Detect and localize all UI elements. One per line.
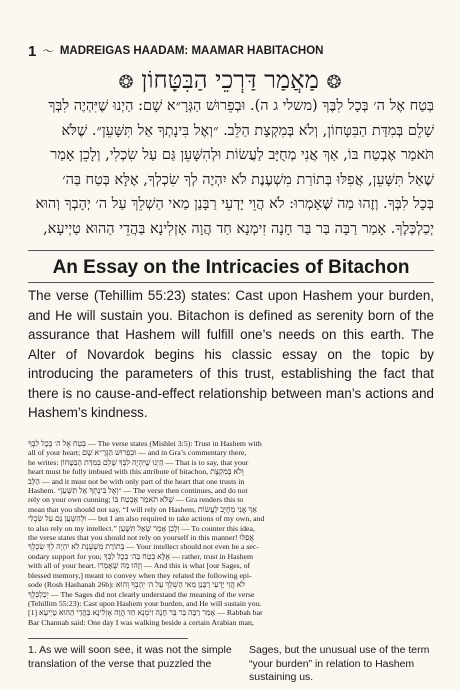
hebrew-line: יְכַלְכְּלֶךָ. אָמַר רַבָּה בַּר בַּר חָנָה זִימְנָא חַד הֲוָה אָזְלִינָא בַּהֲדֵי הַהוּא טַיְיעָא, — [43, 220, 434, 237]
footnote-rule — [28, 638, 188, 639]
body-line: ondary support for you; אֶלָּא בְּטַח בַּה׳ בְּכָל לִבְּךָ — rather, trust in Hashem — [28, 551, 254, 561]
body-line: (Tehillim 55:23): Cast upon Hashem your burden, and He will sustain you. — [28, 598, 262, 608]
body-line: יְכַלְכְּלֶךָ — The Sages did not clearly understand the meaning of the verse — [28, 589, 255, 599]
hebrew-line: בְּכָל לִבְּךָ. וְזֶהוּ מַה שֶּׁאָמְרוּ: לֹא הֲוֵי יָדְעֵי רַבָּנַן מַאי הַשְׁלֵךְ עַל ה׳ יְהָבְךָ וְהוּא — [35, 196, 434, 212]
body-line: blessed memory,] meant to convey when they related the following epi- — [28, 570, 252, 580]
body-line: heart must be fully imbued with this attribute of bitachon, וְלֹא בְּמִקְצָת — [28, 467, 244, 477]
body-line: he writes: הַיְנוּ שֶׁיִּהְיֶה לִבְּךָ שָׁלֵם בְּמִדַּת הַבִּטָּחוֹן — That is to say, that your — [28, 457, 249, 467]
running-title: MADREIGAS HAADAM: MAAMAR HABITACHON — [59, 45, 324, 57]
body-line: Hashem. ״וְאֶל בִּינָתְךָ אַל תִּשָּׁעֵן״ — The verse then continues, and do not — [28, 486, 248, 496]
body-line: הַלֵּב — and it must not be with only part of the heart that one trusts in — [28, 476, 245, 486]
title-rule-bottom — [28, 282, 434, 283]
english-title: An Essay on the Intricacies of Bitachon — [52, 257, 410, 278]
hebrew-line: שֶׁאַל תִּשָּׁעֵן, אֲפִלּוּ בְּתוֹרַת מִשְׁעֶנֶת לֹא יִהְיֶה לְךָ שִׂכְלְךָ, אֶלָּא בְּטַח בַּה׳ — [62, 171, 434, 188]
header-ornament: 〜 — [42, 46, 54, 58]
hebrew-text-block — [28, 94, 434, 241]
translation-body — [28, 439, 434, 627]
title-ornament-left: ❂ — [118, 72, 134, 93]
hebrew-title — [0, 66, 460, 95]
footnote-col-1: 1. As we will soon see, it was not the simple translation of the verse that puzzled the — [28, 644, 232, 670]
intro-paragraph: The verse (Tehillim 55:23) states: Cast upon Hashem your burden, and He will sustain you. Bitachon is defined as serenity born of the assurance that Hashem will fulfill one’s needs on this earth. The Alter of Novardok begins his classic essay on the topic by introducing the parameters of this trust, establishing the fact that there is no cause-and-effect relationship between man’s actions and Hashem’s kindness. — [28, 288, 434, 420]
body-line: rely on your own cunning; שֶׁלֹּא תֹאמַר אֶבְטַח בּוֹ — Gra renders this to — [28, 495, 244, 505]
title-rule-top — [28, 250, 434, 251]
body-line: with all of your heart. וְזֶהוּ מַה שֶּׁאָמְרוּ — And this is what [our Sages, of — [28, 561, 251, 571]
running-header — [28, 42, 434, 60]
body-line: all of your heart; וּבְפֵרוּשׁ הַגְּרָ״א שָׁם — and in Gra’s commentary there, — [28, 448, 247, 458]
hebrew-line: בְּטַח אֶל ה׳ בְּכָל לִבֶּךָ (משלי ג ה). וּבְפֵרוּשׁ הַגְּרָ״א שָׁם: הַיְנוּ שֶׁיִּהְיֶה לִבְּךָ — [48, 98, 434, 114]
body-line: בְּטַח אֶל ה׳ בְּכָל לִבֶּךָ — The verse states (Mishlei 3:5): Trust in Hashem with — [28, 439, 262, 448]
hebrew-line: תֹּאמַר אֶבְטַח בּוֹ, אַךְ אֲנִי מְחֻיָּב לַעֲשׂוֹת וּלְהִשָּׁעֵן גַּם עַל שִׂכְלִי, וְלָכֵן אָמַר — [50, 147, 434, 163]
body-line: to also rely on my intellect.” וְלָכֵן אָמַר שֶׁאַל תִּשָּׁעֵן — To counter this idea, — [28, 523, 255, 533]
hebrew-title-text: מַאֲמַר דַּרְכֵי הַבִּטָּחוֹן — [141, 66, 319, 94]
footnote — [28, 644, 434, 685]
body-line: sode (Rosh Hashanah 26b): לֹא הֲוֵי יָדְעֵי רַבָּנַן מַאי הַשְׁלֵךְ עַל ה׳ יְהָבְךָ וְהוּא — [28, 580, 246, 590]
body-line: Bar Channah said: One day I was walking beside a certain Arabian man, — [28, 617, 254, 627]
footnote-col-2: Sages, but the unusual use of the term “your burden” in relation to Hashem sustaining us. — [249, 644, 430, 683]
body-line: בְּתוֹרַת מִשְׁעֶנֶת לֹא יִהְיֶה לְךָ שִׂכְלְךָ — Your intellect should not even be a sec- — [28, 542, 259, 552]
body-line: mean that you should not say, “I will rely on Hashem, אַךְ אֲנִי מְחֻיָּב לַעֲשׂוֹת — [28, 504, 257, 514]
page-number: 1 — [28, 42, 37, 60]
hebrew-line: שָׁלֵם בְּמִדַּת הַבִּטָּחוֹן, וְלֹא בְּמִקְצָת הַלֵּב. ״וְאֶל בִּינָתְךָ אַל תִּשָּׁעֵן״. שֶׁלֹּא — [61, 122, 434, 139]
body-line: the verse states that you should not rely on yourself in this manner! אֲפִלּוּ — [28, 533, 254, 543]
body-line: וּלְהִשָּׁעֵן גַּם עַל שִׂכְלִי — but I am also required to take actions of my own, and — [28, 514, 265, 524]
body-line: [1] אָמַר רַבָּה בַּר בַּר חָנָה זִימְנָא חַד הֲוָה אָזְלִינָא בַּהֲדֵי הַהוּא טַיְיעָא — Rabbah bar — [28, 608, 263, 618]
title-ornament-right: ❂ — [326, 72, 342, 93]
